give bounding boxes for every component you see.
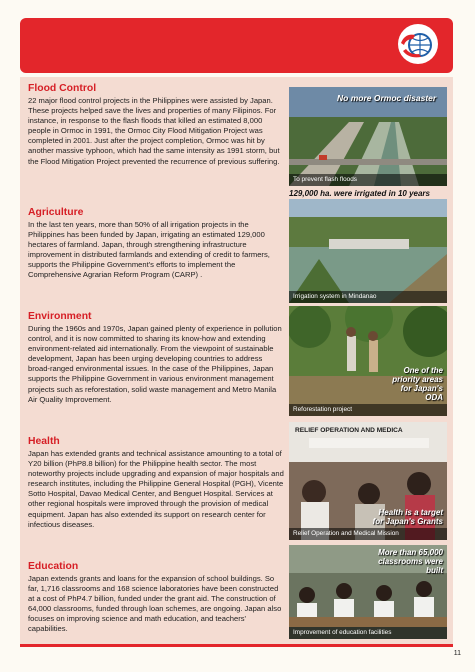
health-photo-overlay: Health is a target for Japan's Grants: [372, 508, 443, 526]
environment-heading: Environment: [28, 311, 92, 322]
irrigation-stat-caption: 129,000 ha. were irrigated in 10 years: [289, 189, 430, 198]
agriculture-heading: Agriculture: [28, 207, 84, 218]
environment-text: During the 1960s and 1970s, Japan gained plenty of experience in pollution control, and it is now committed to sharing its know-how and extending environment-related aid internationally. From the viewpoint of sustainable development, Japan has been urging developing countries to address broad-ranged environmental issues. In the case of the Philippines, Japan supports the Philippine Government in various environment management projects such as reforestation, solid waste management and Metro Manila Air Quality Improvement.: [28, 324, 282, 404]
environment-photo-caption: Reforestation project: [289, 404, 447, 416]
section-education: [28, 560, 286, 635]
education-text: Japan extends grants and loans for the expansion of school buildings. So far, 1,716 classrooms and 168 science laboratories have been constructed at a cost of PhP4.7 billion, funded under the grant aid. The construction of 64,000 classrooms, funded through loan schemes, are ongoing. Japan also focuses on improving science and math education, and teachers' capabilities.: [28, 574, 282, 634]
agriculture-photo: [289, 199, 447, 303]
environment-photo-overlay: One of the priority areas for Japan's ODA: [392, 366, 443, 402]
section-agriculture: [28, 206, 286, 281]
header-banner: [20, 18, 453, 73]
education-photo: [289, 545, 447, 639]
flood-photo-caption: To prevent flash floods: [289, 174, 447, 186]
health-text: Japan has extended grants and technical assistance amounting to a total of Y20 billion (PhP8.8 billion) for the Philippine health sector. The most noteworthy projects include upgrading and expansion of major hospitals and research institutes, including the Philippine General Hospital (PGH), Vicente Sotto Hospital, Davao Medical Center, and Benguet Hospital. Services at other regional hospitals were improved through the provision of medical equipment. Japan has also extended its support on research center for infectious diseases.: [28, 449, 284, 529]
health-photo-caption: Relief Operation and Medical Mission: [289, 528, 447, 540]
agriculture-text: In the last ten years, more than 50% of all irrigation projects in the Philippines has been funded by Japan, irrigating an estimated 129,000 hectares of farmland. Japan, through strengthening infrastructure improvement in distributed farmlands and extending of credit to farmers, supports the Philippine Government's efforts to implement the Comprehensive Agrarian Reform Program (CARP) .: [28, 220, 270, 280]
section-environment: [28, 310, 286, 405]
page-number: 11: [453, 650, 461, 657]
education-photo-caption: Improvement of education facilities: [289, 627, 447, 639]
irrigation-dam-image: [289, 199, 447, 303]
flood-control-text: 22 major flood control projects in the Philippines were assisted by Japan. These projects helped save the lives and properties of many Filipinos. For instance, in response to the flash floods that killed an estimated 8,000 people in Ormoc in 1991, the Ormoc City Flood Mitigation Project was completed in 2001. Just after the project completion, Ormoc was hit by another massive typhoon, which had the same intensity as 1991 storm, but the Flood Mitigation Project prevented the recurrence of previous suffering.: [28, 96, 280, 166]
health-photo: [289, 422, 447, 540]
relief-operation-sign: RELIEF OPERATION AND MEDICA: [295, 427, 403, 434]
flood-photo-overlay: No more Ormoc disaster: [337, 93, 437, 103]
agriculture-photo-caption: Irrigation system in Mindanao: [289, 291, 447, 303]
flood-control-heading: Flood Control: [28, 83, 97, 94]
education-heading: Education: [28, 561, 79, 572]
flood-control-photo: [289, 87, 447, 186]
environment-photo: [289, 306, 447, 416]
section-flood-control: [28, 82, 286, 167]
education-photo-overlay: More than 65,000 classrooms were built: [378, 548, 443, 575]
health-heading: Health: [28, 436, 60, 447]
globe-hands-logo: [395, 21, 441, 67]
section-health: [28, 435, 286, 530]
